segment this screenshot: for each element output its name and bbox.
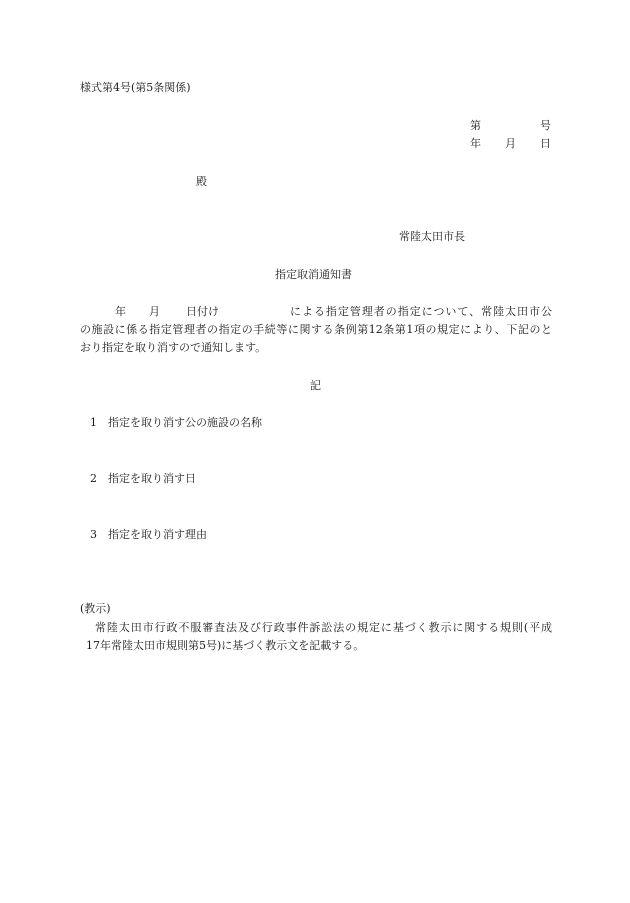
notice-line-1: 常陸太田市行政不服審査法及び行政事件訴訟法の規定に基づく教示に関する規則(平成: [95, 621, 552, 634]
addressee-honorific: 殿: [196, 175, 207, 188]
item-text: 指定を取り消す公の施設の名称: [108, 416, 262, 429]
form-number: 様式第4号(第5条関係): [80, 81, 191, 94]
item-number: 2: [90, 472, 97, 485]
reference-number-suffix: 号: [540, 119, 551, 132]
item-text: 指定を取り消す理由: [108, 528, 207, 541]
issuer-name: 常陸太田市長: [399, 230, 465, 243]
item-number: 3: [90, 528, 97, 541]
body-month-label: 月: [149, 305, 160, 318]
body-line-2: の施設に係る指定管理者の指定の手続等に関する条例第12条第1項の規定により、下記のと: [80, 323, 552, 336]
date-day-label: 日: [540, 137, 551, 150]
body-line-3: おり指定を取り消すので通知します。: [80, 341, 267, 354]
item-text: 指定を取り消す日: [108, 472, 196, 485]
date-year-label: 年: [470, 137, 481, 150]
body-dated-label: 日付け: [186, 305, 219, 318]
ki-heading: 記: [310, 379, 321, 392]
notice-line-2: 17年常陸太田市規則第5号)に基づく教示文を記載する。: [86, 639, 365, 652]
body-line-1-rest: による指定管理者の指定について、常陸太田市公: [290, 305, 552, 318]
date-month-label: 月: [505, 137, 516, 150]
notice-heading: (教示): [80, 602, 111, 615]
body-year-label: 年: [115, 305, 126, 318]
document-title: 指定取消通知書: [275, 268, 352, 281]
reference-number-prefix: 第: [470, 119, 481, 132]
item-number: 1: [90, 416, 97, 429]
